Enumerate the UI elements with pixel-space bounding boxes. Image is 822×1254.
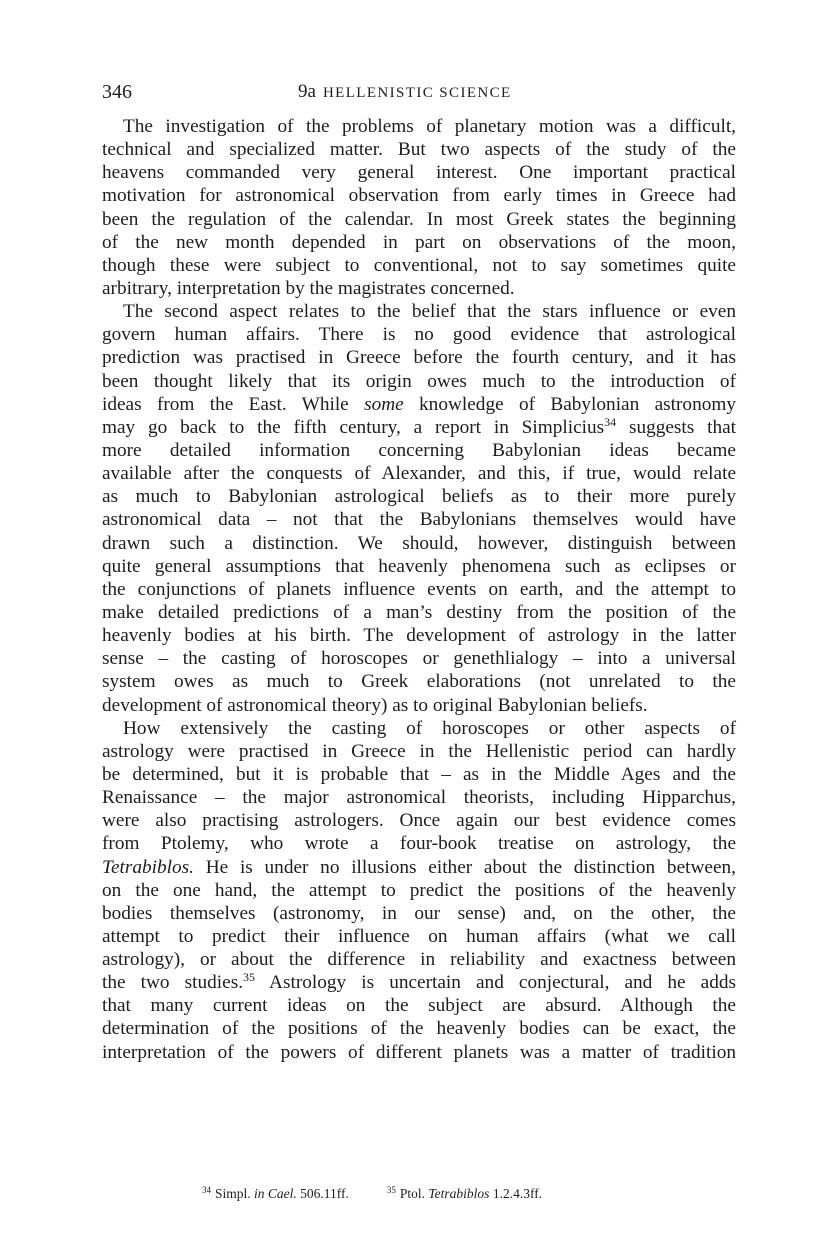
text-line: the conjunctions of planets influence events on earth, and the attempt to: [102, 578, 736, 600]
running-title: [298, 79, 512, 106]
text-line: astrology), or about the difference in reliability and exactness between: [102, 949, 736, 971]
text-line: ideas from the East. While some knowledge of Babylonian astronomy: [102, 393, 736, 415]
text-line: sense – the casting of horoscopes or genethlialogy – into a universal: [102, 648, 736, 670]
text-line: been the regulation of the calendar. In most Greek states the beginning: [102, 208, 736, 230]
text-line: astrology were practised in Greece in the Hellenistic period can hardly: [102, 740, 736, 762]
text-line: arbitrary, interpretation by the magistrates concerned.: [102, 277, 515, 299]
text-line: motivation for astronomical observation from early times in Greece had: [102, 185, 736, 207]
paragraph: [102, 717, 736, 1064]
text-line: The investigation of the problems of planetary motion was a difficult,: [123, 116, 736, 137]
text-line: may go back to the fifth century, a report in Simplicius$^{34}$ suggests that: [102, 414, 737, 438]
footnote-text: Simpl. in Cael. 506.11ff.: [215, 1186, 349, 1201]
page-number: 346: [102, 81, 132, 103]
text-line: The second aspect relates to the belief that the stars influence or even: [123, 301, 736, 323]
text-line: from Ptolemy, who wrote a four-book treatise on astrology, the: [102, 833, 736, 855]
text-line: system owes as much to Greek elaborations (not unrelated to the: [102, 671, 736, 693]
text-line: prediction was practised in Greece before the fourth century, and it has: [102, 347, 736, 369]
text-line: determination of the positions of the heavenly bodies can be exact, the: [102, 1018, 736, 1040]
text-line: astronomical data – not that the Babylonians themselves would have: [102, 509, 736, 531]
text-line: govern human affairs. There is no good evidence that astrological: [102, 324, 736, 346]
text-line: interpretation of the powers of different planets was a matter of tradition: [102, 1041, 736, 1063]
footnote-text: Ptol. Tetrabiblos 1.2.4.3ff.: [399, 1186, 543, 1201]
text-line: technical and specialized matter. But two aspects of the study of the: [102, 139, 736, 161]
text-line: heavenly bodies at his birth. The development of astrology in the latter: [102, 625, 736, 647]
footnotes: [202, 1185, 682, 1203]
text-line: heavens commanded very general interest. One important practical: [102, 162, 736, 184]
text-line: as much to Babylonian astrological beliefs as to their more purely: [102, 486, 736, 508]
footnote-34: [202, 1185, 349, 1203]
text-line: drawn such a distinction. We should, however, distinguish between: [102, 532, 736, 554]
footnote-35: [387, 1185, 542, 1203]
text-line: Renaissance – the major astronomical theorists, including Hipparchus,: [102, 787, 736, 809]
text-line: How extensively the casting of horoscopes or other aspects of: [123, 717, 736, 739]
chapter-title: HELLENISTIC SCIENCE: [322, 85, 512, 101]
text-line: on the one hand, the attempt to predict the positions of the heavenly: [102, 879, 736, 901]
text-line: been thought likely that its origin owes much to the introduction of: [102, 370, 736, 392]
running-header: [102, 79, 736, 105]
text-line: be determined, but it is probable that – as in the Middle Ages and the: [102, 763, 736, 785]
text-line: though these were subject to conventional, not to say sometimes quite: [102, 254, 736, 276]
text-line: that many current ideas on the subject are absurd. Although the: [102, 995, 736, 1017]
footnote-marker: 34: [202, 1185, 211, 1195]
paragraph: [102, 115, 736, 300]
footnote-marker: 35: [386, 1185, 396, 1195]
text-line: available after the conquests of Alexander, and this, if true, would relate: [102, 463, 736, 485]
text-line: development of astronomical theory) as to original Babylonian beliefs.: [102, 694, 648, 716]
text-line: make detailed predictions of a man’s destiny from the position of the: [102, 601, 736, 623]
chapter-number: 9a: [298, 81, 316, 102]
paragraph: [102, 300, 736, 717]
text-line: bodies themselves (astronomy, in our sense) and, on the other, the: [102, 902, 736, 924]
text-line: more detailed information concerning Babylonian ideas became: [102, 439, 736, 461]
body-text: [102, 115, 736, 1064]
text-line: the two studies.$^{35}$ Astrology is uncertain and conjectural, and he adds: [102, 970, 737, 994]
text-line: were also practising astrologers. Once again our best evidence comes: [102, 810, 736, 832]
text-line: Tetrabiblos. He is under no illusions either about the distinction between,: [102, 856, 736, 878]
text-line: of the new month depended in part on observations of the moon,: [102, 231, 736, 253]
text-line: quite general assumptions that heavenly phenomena such as eclipses or: [102, 555, 736, 577]
text-line: attempt to predict their influence on human affairs (what we call: [102, 925, 736, 947]
